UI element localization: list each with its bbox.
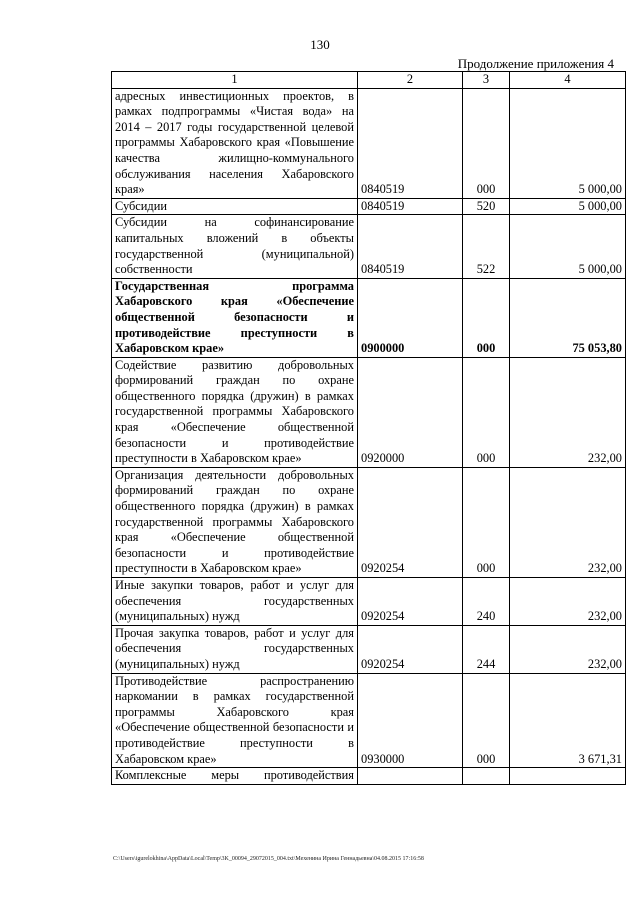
table-row <box>112 88 626 198</box>
row-expense-type: 000 <box>463 673 510 768</box>
header-col-2: 2 <box>358 72 463 89</box>
row-code: 0920254 <box>358 578 463 626</box>
row-name: Комплексные меры противодействия <box>112 768 358 785</box>
table-row-program <box>112 278 626 357</box>
row-code: 0920000 <box>358 357 463 467</box>
row-code: 0920254 <box>358 625 463 673</box>
table-row <box>112 198 626 215</box>
row-code: 0930000 <box>358 673 463 768</box>
row-amount: 5 000,00 <box>510 88 626 198</box>
header-col-4: 4 <box>510 72 626 89</box>
row-amount: 232,00 <box>510 467 626 577</box>
row-name: Государственная программа Хабаровского края «Обеспечение общественной безопасности и противодействие преступности в Хабаровском крае» <box>112 278 358 357</box>
row-expense-type: 244 <box>463 625 510 673</box>
row-code: 0900000 <box>358 278 463 357</box>
header-col-1: 1 <box>112 72 358 89</box>
row-amount: 5 000,00 <box>510 215 626 278</box>
table-row <box>112 625 626 673</box>
table-header-row <box>112 72 626 89</box>
row-amount: 3 671,31 <box>510 673 626 768</box>
row-name: Иные закупки товаров, работ и услуг для обеспечения государственных (муниципальных) нужд <box>112 578 358 626</box>
table-row <box>112 578 626 626</box>
row-amount: 75 053,80 <box>510 278 626 357</box>
row-name: Противодействие распространению наркомании в рамках государственной программы Хабаровского края «Обеспечение общественной безопасности и противодействие преступности в Хабаровском крае» <box>112 673 358 768</box>
row-expense-type: 000 <box>463 467 510 577</box>
table-row <box>112 467 626 577</box>
row-expense-type <box>463 768 510 785</box>
table-row <box>112 357 626 467</box>
row-name: Субсидии <box>112 198 358 215</box>
row-expense-type: 520 <box>463 198 510 215</box>
row-name: Организация деятельности добровольных формирований граждан по охране общественного порядка (дружин) в рамках государственной программы Хабаровского края «Обеспечение общественной безопасности и противодействие преступности в Хабаровском крае» <box>112 467 358 577</box>
row-expense-type: 240 <box>463 578 510 626</box>
row-expense-type: 000 <box>463 357 510 467</box>
row-amount: 232,00 <box>510 357 626 467</box>
budget-table <box>111 71 626 785</box>
row-expense-type: 000 <box>463 278 510 357</box>
table-row <box>112 673 626 768</box>
row-amount: 232,00 <box>510 578 626 626</box>
table-row-continued <box>112 768 626 785</box>
row-amount: 232,00 <box>510 625 626 673</box>
row-code: 0840519 <box>358 198 463 215</box>
file-path-footer: C:\Users\igurelokhina\AppData\Local\Temp\3K_00094_29072015_004.txt\Мехенина Ирина Геннадьевна\04.08.2015 17:16:58 <box>113 856 424 862</box>
row-name: Содействие развитию добровольных формирований граждан по охране общественного порядка (дружин) в рамках государственной программы Хабаровского края «Обеспечение общественной безопасности и противодействие преступности в Хабаровском крае» <box>112 357 358 467</box>
table-row <box>112 215 626 278</box>
row-name: Субсидии на софинансирование капитальных вложений в объекты государственной (муниципальной) собственности <box>112 215 358 278</box>
row-code: 0840519 <box>358 88 463 198</box>
row-name: адресных инвестиционных проектов, в рамках подпрограммы «Чистая вода» на 2014 – 2017 годы государственной целевой программы Хабаровского края «Повышение качества жилищно-коммунального обслуживания населения Хабаровского края» <box>112 88 358 198</box>
header-col-3: 3 <box>463 72 510 89</box>
row-name: Прочая закупка товаров, работ и услуг для обеспечения государственных (муниципальных) нужд <box>112 625 358 673</box>
row-code: 0920254 <box>358 467 463 577</box>
row-expense-type: 522 <box>463 215 510 278</box>
row-code <box>358 768 463 785</box>
row-amount: 5 000,00 <box>510 198 626 215</box>
row-code: 0840519 <box>358 215 463 278</box>
row-expense-type: 000 <box>463 88 510 198</box>
page-number: 130 <box>310 37 330 52</box>
appendix-continuation-note: Продолжение приложения 4 <box>457 56 614 71</box>
row-amount <box>510 768 626 785</box>
